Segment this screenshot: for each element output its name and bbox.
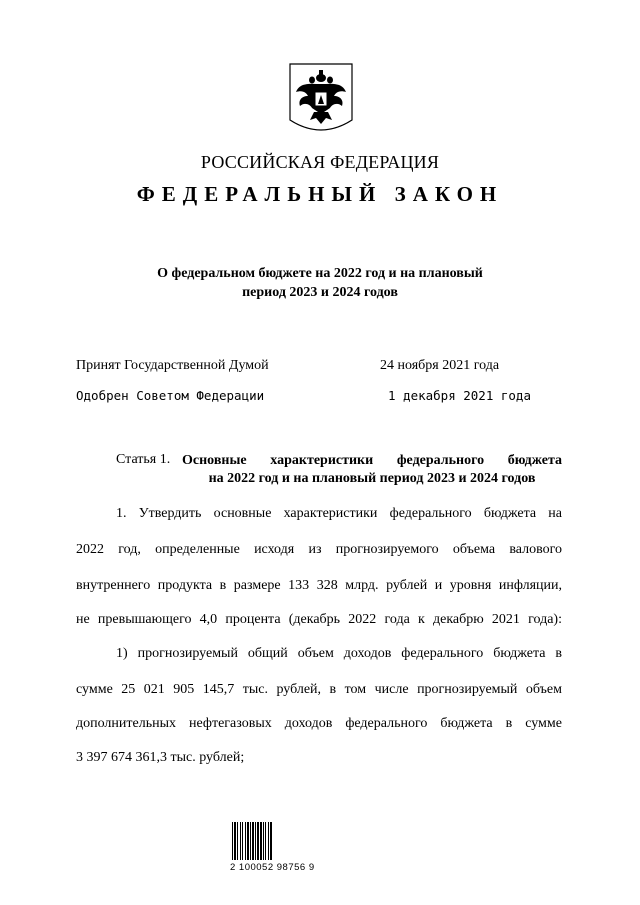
barcode-bar [257,822,259,860]
barcode-bar [260,822,262,860]
adopted-by-label: Принят Государственной Думой [76,358,269,373]
country-name: РОССИЙСКАЯ ФЕДЕРАЦИЯ [200,152,440,172]
law-title-line: О федеральном бюджете на 2022 год и на плановый [157,266,483,281]
barcode-number: 2 100052 98756 9 [230,862,315,873]
body-line: дополнительных нефтегазовых доходов федерального бюджета в сумме [76,716,562,731]
adopted-date: 24 ноября 2021 года [380,358,500,373]
article-title-line: Основные характеристики федерального бюджета [182,453,562,468]
approved-date: 1 декабря 2021 года [388,388,531,403]
barcode [232,818,294,862]
body-line: внутреннего продукта в размере 133 328 млрд. рублей и уровня инфляции, [76,578,562,593]
article-title [182,452,562,488]
body-line: 1. Утвердить основные характеристики федерального бюджета на [116,506,562,521]
barcode-bar [270,822,272,860]
article-title-line: на 2022 год и на плановый период 2023 и 2024 годов [208,471,536,486]
body-line: сумме 25 021 905 145,7 тыс. рублей, в том числе прогнозируемый объем [76,682,562,697]
barcode-bar [240,822,241,860]
barcode-bar [255,822,256,860]
law-type-heading: ФЕДЕРАЛЬНЫЙ ЗАКОН [136,182,504,206]
barcode-bar [250,822,251,860]
barcode-bar [268,822,269,860]
article-number: Статья 1. [116,452,171,467]
barcode-bar [237,822,238,860]
body-line: 3 397 674 361,3 тыс. рублей; [76,750,245,765]
law-title-line: период 2023 и 2024 годов [242,285,398,300]
approved-by-label: Одобрен Советом Федерации [76,388,265,403]
body-line: 1) прогнозируемый общий объем доходов федерального бюджета в [116,646,562,661]
barcode-bar [242,822,243,860]
body-line: 2022 год, определенные исходя из прогнозируемого объема валового [76,542,562,557]
barcode-bar [263,822,264,860]
barcode-bar [265,822,266,860]
barcode-bar [252,822,254,860]
barcode-bar [234,822,236,860]
body-line: не превышающего 4,0 процента (декабрь 2022 года к декабрю 2021 года): [76,612,562,627]
coat-of-arms-emblem [288,62,354,136]
barcode-bar [232,822,233,860]
barcode-bar [247,822,249,860]
law-title [40,264,600,302]
barcode-bar [245,822,246,860]
